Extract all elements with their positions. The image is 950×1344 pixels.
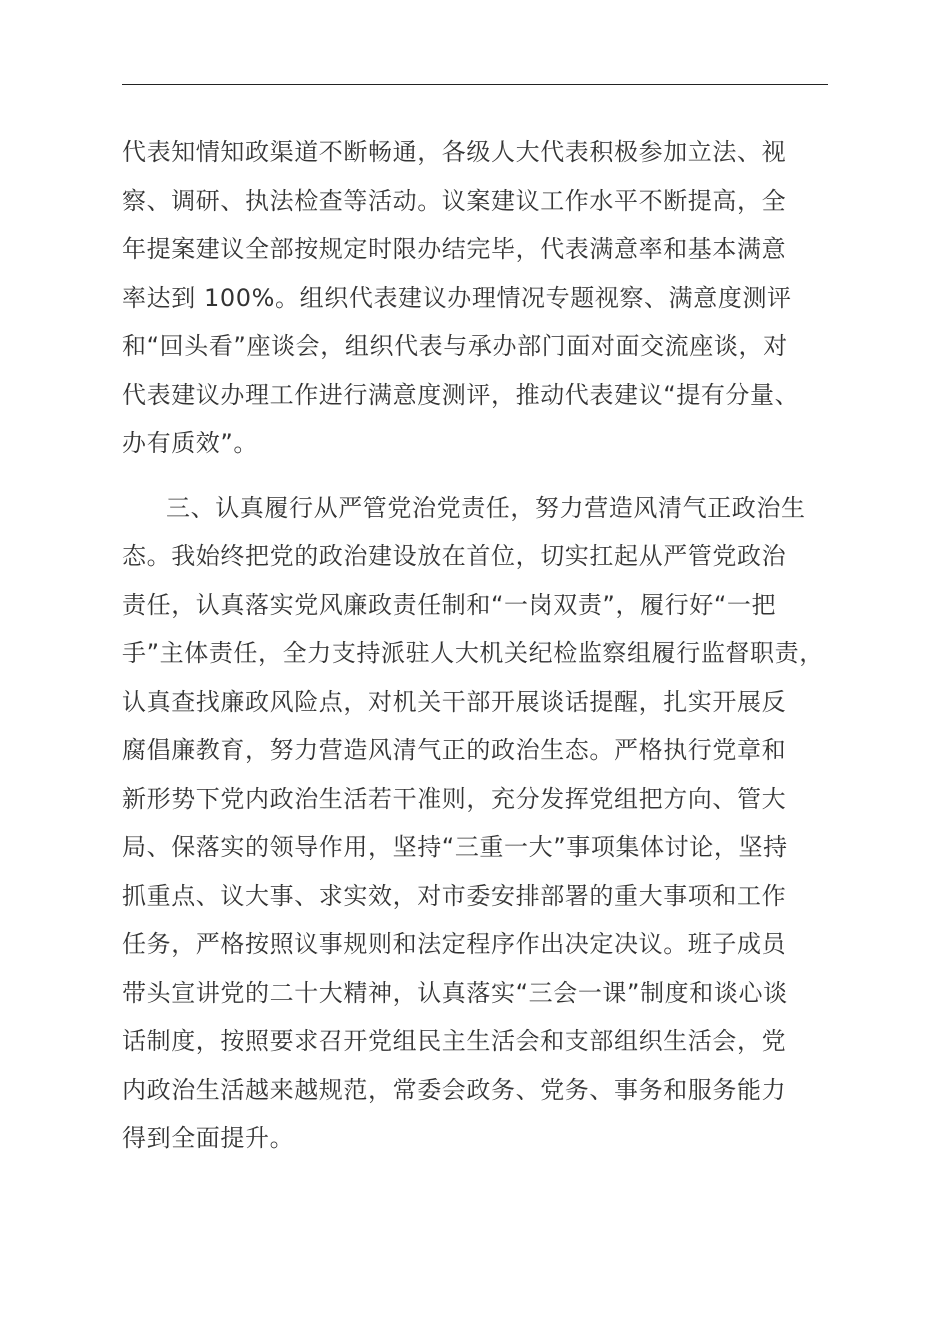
text-line: 话制度，按照要求召开党组民主生活会和支部组织生活会，党 xyxy=(122,1027,787,1055)
text-line: 率达到 100%。组织代表建议办理情况专题视察、满意度测评 xyxy=(122,283,792,312)
text-line: 内政治生活越来越规范，常委会政务、党务、事务和服务能力 xyxy=(122,1075,787,1104)
text-line: 腐倡廉教育，努力营造风清气正的政治生态。严格执行党章和 xyxy=(122,736,787,764)
text-line: 代表建议办理工作进行满意度测评，推动代表建议“提有分量、 xyxy=(122,380,800,409)
text-line: 责任，认真落实党风廉政责任制和“一岗双责”，履行好“一把 xyxy=(122,590,777,619)
text-line: 年提案建议全部按规定时限办结完毕，代表满意率和基本满意 xyxy=(122,235,787,263)
text-line: 带头宣讲党的二十大精神，认真落实“三会一课”制度和谈心谈 xyxy=(122,978,788,1007)
header-rule xyxy=(122,84,828,85)
document-body xyxy=(122,128,828,1163)
text-line-first: 三、认真履行从严管党治党责任，努力营造风清气正政治生 xyxy=(166,493,806,522)
paragraph-party-discipline xyxy=(122,484,828,1163)
text-line: 代表知情知政渠道不断畅通，各级人大代表积极参加立法、视 xyxy=(122,138,787,166)
text-line: 态。我始终把党的政治建设放在首位，切实扛起从严管党政治 xyxy=(122,542,787,570)
text-line: 察、调研、执法检查等活动。议案建议工作水平不断提高，全 xyxy=(122,186,787,215)
text-line: 任务，严格按照议事规则和法定程序作出决定决议。班子成员 xyxy=(122,930,787,958)
text-line: 办有质效”。 xyxy=(122,429,259,457)
text-line: 手”主体责任，全力支持派驻人大机关纪检监察组履行监督职责， xyxy=(122,639,824,667)
text-line: 局、保落实的领导作用，坚持“三重一大”事项集体讨论，坚持 xyxy=(122,833,788,861)
text-line: 认真查找廉政风险点，对机关干部开展谈话提醒，扎实开展反 xyxy=(122,687,787,716)
paragraph-representatives xyxy=(122,128,828,468)
text-line: 抓重点、议大事、求实效，对市委安排部署的重大事项和工作 xyxy=(122,881,787,910)
text-line: 得到全面提升。 xyxy=(122,1124,295,1152)
text-line: 和“回头看”座谈会，组织代表与承办部门面对面交流座谈，对 xyxy=(122,332,788,360)
text-line: 新形势下党内政治生活若干准则，充分发挥党组把方向、管大 xyxy=(122,784,787,813)
paragraph-spacer xyxy=(122,468,828,484)
